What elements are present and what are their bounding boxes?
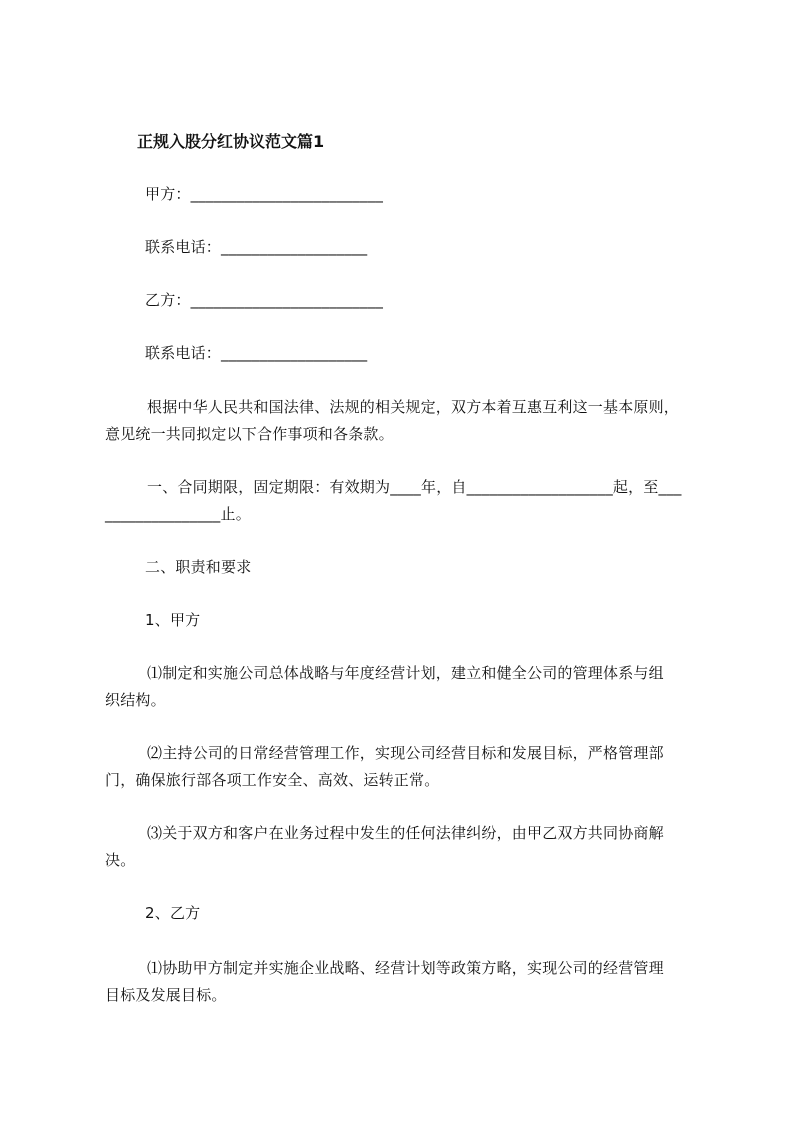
party-a-heading: 1、甲方 [145,611,201,629]
clause2-heading: 二、职责和要求 [145,558,252,576]
party-a-item-1-line-1: ⑴制定和实施公司总体战略与年度经营计划，建立和健全公司的管理体系与组 [147,664,664,682]
party-a-item-1-line-2: 织结构。 [105,691,166,709]
intro-line-1: 根据中华人民共和国法律、法规的相关规定，双方本着互惠互利这一基本原则， [147,398,680,416]
party-b-heading: 2、乙方 [145,904,201,922]
document-title: 正规入股分红协议范文篇1 [137,132,325,151]
party-b-item-1-line-2: 目标及发展目标。 [105,986,227,1004]
clause1-line-2: _______________止。 [105,505,251,523]
intro-line-2: 意见统一共同拟定以下合作事项和各条款。 [105,425,394,443]
party-a-line: 甲方：_________________________ [145,185,384,203]
party-a-item-3-line-2: 决。 [105,851,136,869]
clause1-line-1: 一、合同期限，固定期限：有效期为____年，自___________________起，至___ [147,478,682,496]
party-a-item-2-line-2: 门，确保旅行部各项工作安全、高效、运转正常。 [105,771,440,789]
party-a-phone-line: 联系电话：___________________ [145,238,368,256]
party-b-phone-line: 联系电话：___________________ [145,344,368,362]
party-b-item-1-line-1: ⑴协助甲方制定并实施企业战略、经营计划等政策方略，实现公司的经营管理 [147,959,664,977]
party-b-line: 乙方：_________________________ [145,291,384,309]
party-a-item-2-line-1: ⑵主持公司的日常经营管理工作，实现公司经营目标和发展目标，严格管理部 [147,744,664,762]
party-a-item-3-line-1: ⑶关于双方和客户在业务过程中发生的任何法律纠纷，由甲乙双方共同协商解 [147,824,664,842]
